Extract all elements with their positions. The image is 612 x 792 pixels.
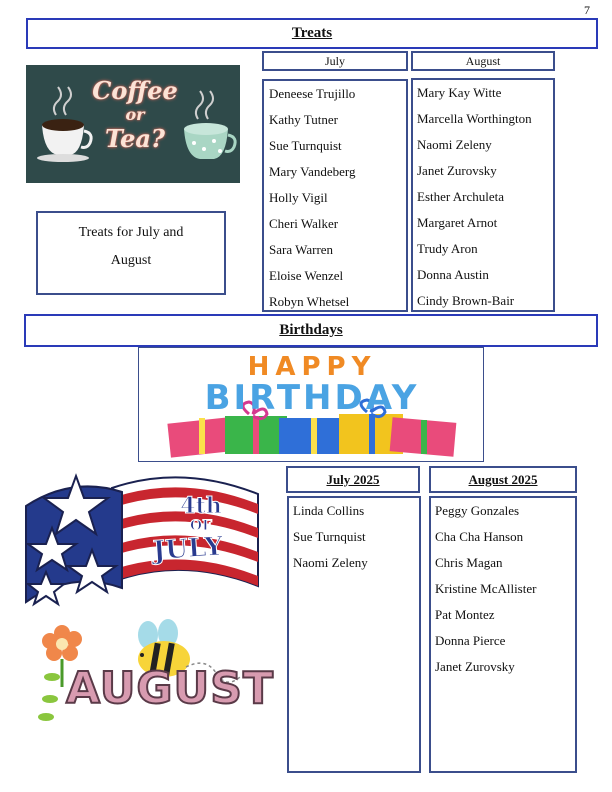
list-item: Donna Pierce xyxy=(435,633,506,648)
list-item: Pat Montez xyxy=(435,607,495,622)
birthdays-header-label: Birthdays xyxy=(279,322,343,338)
birthdays-july-header xyxy=(286,466,420,493)
birthdays-august-header xyxy=(429,466,577,493)
coffee-title-line2: or xyxy=(125,105,145,124)
list-item: Robyn Whetsel xyxy=(269,294,350,309)
list-item: Naomi Zeleny xyxy=(417,137,492,152)
coffee-cup-icon xyxy=(37,87,91,162)
list-item: Peggy Gonzales xyxy=(435,503,520,518)
list-item: Naomi Zeleny xyxy=(293,555,368,570)
fourth-of-july-image xyxy=(22,466,260,614)
list-item: Donna Austin xyxy=(417,267,489,282)
treats-description: Treats for July and August xyxy=(78,225,184,268)
list-item: Margaret Arnot xyxy=(417,215,498,230)
birthdays-july-list-box xyxy=(287,496,421,773)
treats-august-header xyxy=(411,51,555,71)
coffee-or-tea-image xyxy=(26,65,240,183)
happy-birthday-image xyxy=(138,347,484,462)
list-item: Mary Kay Witte xyxy=(417,85,502,100)
list-item: Eloise Wenzel xyxy=(269,268,344,283)
happy-text: HAPPY xyxy=(247,352,377,382)
list-item: Deneese Trujillo xyxy=(269,86,356,101)
treats-august-list xyxy=(417,80,553,314)
treats-august-label: August xyxy=(465,53,501,68)
birthdays-august-list xyxy=(435,498,575,680)
treats-description-box xyxy=(36,211,226,295)
august-image xyxy=(36,617,274,729)
list-item: Holly Vigil xyxy=(269,190,328,205)
list-item: Marcella Worthington xyxy=(417,111,532,126)
treats-july-list xyxy=(269,81,406,315)
of-text: OF xyxy=(189,518,213,534)
birthdays-july-list xyxy=(293,498,419,576)
august-text: AUGUST xyxy=(66,663,274,714)
treats-header-label: Treats xyxy=(291,25,333,41)
list-item: Janet Zurovsky xyxy=(417,163,497,178)
birthdays-august-label: August 2025 xyxy=(468,471,538,487)
treats-july-label: July xyxy=(324,53,345,68)
list-item: Kathy Tutner xyxy=(269,112,338,127)
list-item: Kristine McAllister xyxy=(435,581,537,596)
treats-july-list-box xyxy=(262,79,408,312)
birthdays-header xyxy=(24,314,598,347)
coffee-title-line1: Coffee xyxy=(92,76,178,105)
treats-july-header xyxy=(262,51,408,71)
treats-header xyxy=(26,18,598,49)
list-item: Chris Magan xyxy=(435,555,503,570)
list-item: Cha Cha Hanson xyxy=(435,529,524,544)
birthdays-july-label: July 2025 xyxy=(326,471,380,487)
list-item: Esther Archuleta xyxy=(417,189,504,204)
list-item: Janet Zurovsky xyxy=(435,659,515,674)
treats-august-list-box xyxy=(411,78,555,312)
list-item: Sue Turnquist xyxy=(269,138,342,153)
coffee-title-line3: Tea? xyxy=(105,124,165,153)
tea-cup-icon xyxy=(184,91,235,159)
list-item: Sue Turnquist xyxy=(293,529,366,544)
fourth-text: 4th xyxy=(180,493,222,519)
list-item: Sara Warren xyxy=(269,242,334,257)
birthdays-august-list-box xyxy=(429,496,577,773)
list-item: Cheri Walker xyxy=(269,216,339,231)
list-item: Trudy Aron xyxy=(417,241,478,256)
list-item: Linda Collins xyxy=(293,503,365,518)
birthday-text: BIRTHDAY xyxy=(204,378,420,418)
list-item: Cindy Brown-Bair xyxy=(417,293,515,308)
list-item: Mary Vandeberg xyxy=(269,164,356,179)
july-text: JULY xyxy=(151,531,225,567)
page-number: 7 xyxy=(584,3,590,17)
